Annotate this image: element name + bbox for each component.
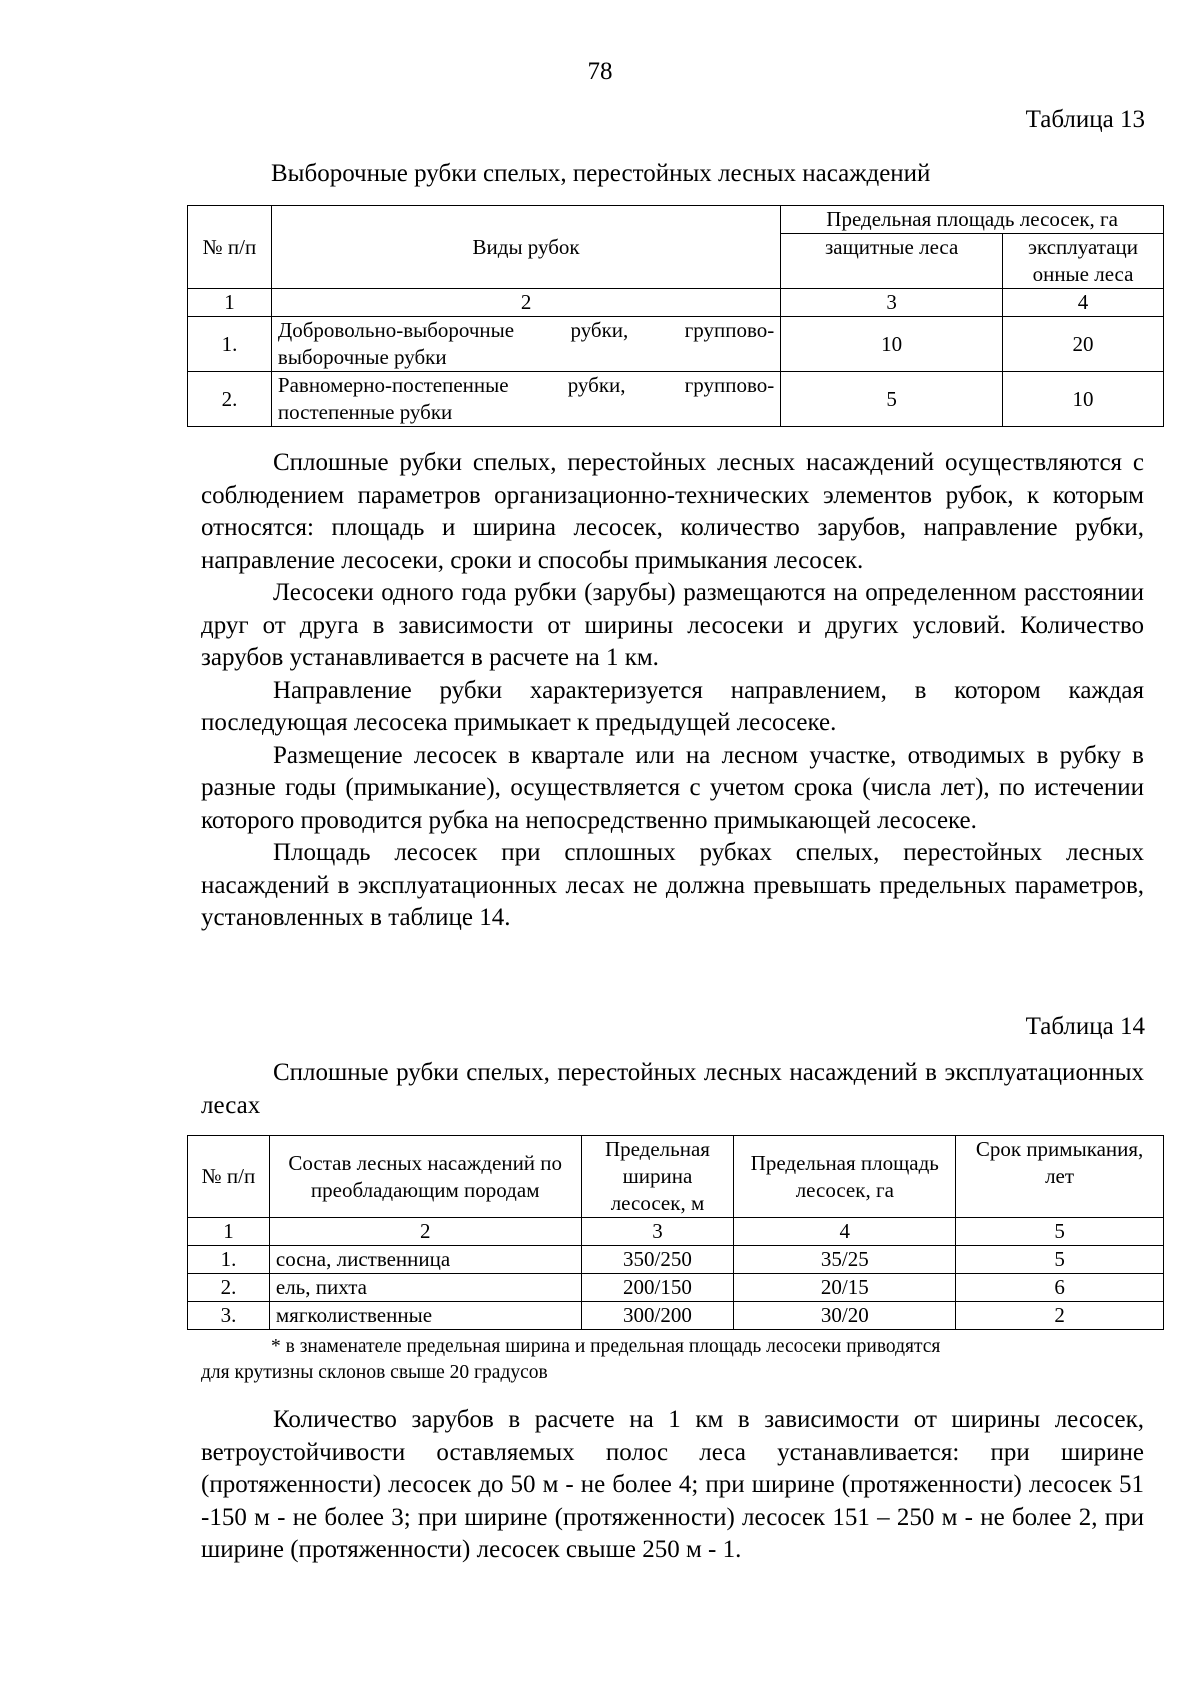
row-width: 300/200 <box>581 1302 734 1330</box>
row-num: 1. <box>188 1246 270 1274</box>
table13-header-num: № п/п <box>188 206 272 289</box>
table13 <box>187 205 1164 427</box>
paragraph: Площадь лесосек при сплошных рубках спелых, перестойных лесных насаждений в эксплуатационных лесах не должна превышать предельных параметров, установленных в таблице 14. <box>201 839 1144 931</box>
row-term: 2 <box>956 1302 1164 1330</box>
table13-colnum: 2 <box>271 289 780 317</box>
table13-header-exploitation: эксплуатаци онные леса <box>1003 234 1164 289</box>
table-row <box>188 1246 1164 1274</box>
body-text-block-1 <box>201 447 1144 935</box>
table-row <box>188 372 1164 427</box>
row-kind: Равномерно-постепенные рубки, группово-постепенные рубки <box>271 372 780 427</box>
table-row <box>188 1274 1164 1302</box>
row-num: 2. <box>188 1274 270 1302</box>
row-term: 5 <box>956 1246 1164 1274</box>
table14-header-term: Срок примыкания, лет <box>956 1136 1164 1218</box>
table13-header-protective: защитные леса <box>781 234 1003 289</box>
footnote-line-2: для крутизны склонов свыше 20 градусов <box>201 1362 548 1383</box>
paragraph: Направление рубки характеризуется направлением, в котором каждая последующая лесосека примыкает к предыдущей лесосеке. <box>201 676 1144 736</box>
table13-header-area-group: Предельная площадь лесосек, га <box>781 206 1164 234</box>
table13-colnum-row <box>188 289 1164 317</box>
row-area: 35/25 <box>734 1246 956 1274</box>
paragraph: Количество зарубов в расчете на 1 км в зависимости от ширины лесосек, ветроустойчивости оставляемых полос леса устанавливается: при ширине (протяженности) лесосек до 50 м - не более 4; при ширине (протяженности) лесосек 51 -150 м - не более 3; при ширине (протяженности) лесосек 151 – 250 м - не более 2, при ширине (протяженности) лесосек свыше 250 м - 1. <box>201 1406 1144 1563</box>
table14-colnum: 5 <box>956 1218 1164 1246</box>
table14-colnum: 3 <box>581 1218 734 1246</box>
row-num: 2. <box>188 372 272 427</box>
table13-label: Таблица 13 <box>1025 106 1145 133</box>
paragraph: Лесосеки одного года рубки (зарубы) размещаются на определенном расстоянии друг от друга в зависимости от ширины лесосеки и других условий. Количество зарубов устанавливается в расчете на 1 км. <box>201 579 1144 671</box>
table14-colnum: 4 <box>734 1218 956 1246</box>
table14-header-row <box>188 1136 1164 1218</box>
row-area: 30/20 <box>734 1302 956 1330</box>
table14-header-num: № п/п <box>188 1136 270 1218</box>
body-text-block-2 <box>201 1404 1144 1567</box>
table14 <box>187 1135 1164 1330</box>
paragraph: Сплошные рубки спелых, перестойных лесных насаждений осуществляются с соблюдением параметров организационно-технических элементов рубок, к которым относятся: площадь и ширина лесосек, количество зарубов, направление рубки, направление лесосеки, сроки и способы примыкания лесосек. <box>201 449 1144 574</box>
row-num: 1. <box>188 317 272 372</box>
table14-header-composition: Состав лесных насаждений по преобладающим породам <box>269 1136 581 1218</box>
row-protective: 10 <box>781 317 1003 372</box>
row-term: 6 <box>956 1274 1164 1302</box>
table13-colnum: 4 <box>1003 289 1164 317</box>
row-composition: мягколиственные <box>269 1302 581 1330</box>
row-composition: сосна, лиственница <box>269 1246 581 1274</box>
table14-caption-block <box>201 1057 1144 1122</box>
row-width: 350/250 <box>581 1246 734 1274</box>
table13-caption: Выборочные рубки спелых, перестойных лесных насаждений <box>271 160 931 187</box>
row-kind: Добровольно-выборочные рубки, группово-выборочные рубки <box>271 317 780 372</box>
row-width: 200/150 <box>581 1274 734 1302</box>
table14-header-area: Предельная площадь лесосек, га <box>734 1136 956 1218</box>
table13-header-row <box>188 206 1164 234</box>
table14-colnum: 2 <box>269 1218 581 1246</box>
table-row <box>188 317 1164 372</box>
row-protective: 5 <box>781 372 1003 427</box>
row-composition: ель, пихта <box>269 1274 581 1302</box>
table14-label: Таблица 14 <box>1025 1013 1145 1040</box>
paragraph: Размещение лесосек в квартале или на лесном участке, отводимых в рубку в разные годы (примыкание), осуществляется с учетом срока (числа лет), по истечении которого проводится рубка на непосредственно примыкающей лесосеке. <box>201 741 1144 834</box>
table14-colnum: 1 <box>188 1218 270 1246</box>
footnote <box>201 1334 1144 1386</box>
table13-header-kind: Виды рубок <box>271 206 780 289</box>
table14-caption: Сплошные рубки спелых, перестойных лесных насаждений в эксплуатационных лесах <box>201 1059 1144 1119</box>
page-number: 78 <box>587 58 613 85</box>
footnote-line-1: * в знаменателе предельная ширина и предельная площадь лесосеки приводятся <box>271 1336 941 1357</box>
row-num: 3. <box>188 1302 270 1330</box>
table13-colnum: 3 <box>781 289 1003 317</box>
table14-colnum-row <box>188 1218 1164 1246</box>
row-exploitation: 10 <box>1003 372 1164 427</box>
table14-header-width: Предельная ширина лесосек, м <box>581 1136 734 1218</box>
row-exploitation: 20 <box>1003 317 1164 372</box>
table13-colnum: 1 <box>188 289 272 317</box>
row-area: 20/15 <box>734 1274 956 1302</box>
table-row <box>188 1302 1164 1330</box>
